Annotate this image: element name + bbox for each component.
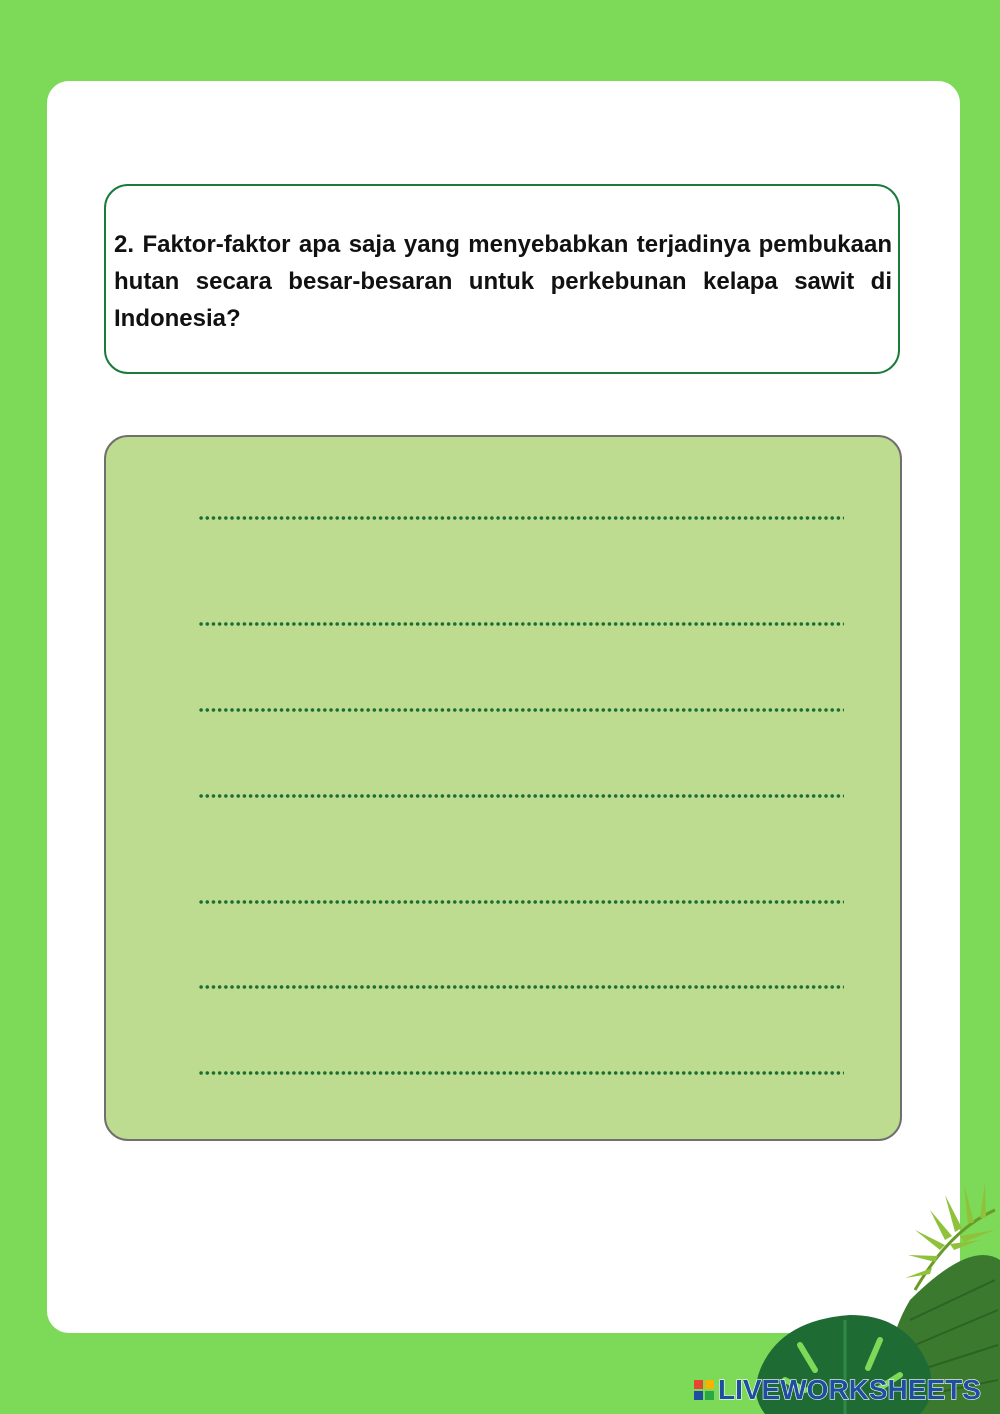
answer-line-1[interactable] <box>198 515 844 521</box>
answer-line-4[interactable] <box>198 793 844 799</box>
answer-line-5[interactable] <box>198 899 844 905</box>
liveworksheets-logo-icon <box>694 1380 714 1400</box>
answer-line-6[interactable] <box>198 984 844 990</box>
question-text: 2. Faktor-faktor apa saja yang menyebabkan terjadinya pembukaan hutan secara besar-besaran untuk perkebunan kelapa sawit di Indonesia? <box>114 231 892 332</box>
answer-line-7[interactable] <box>198 1070 844 1076</box>
answer-box <box>104 435 902 1141</box>
answer-line-3[interactable] <box>198 707 844 713</box>
logo-text: LIVEWORKSHEETS <box>718 1374 981 1405</box>
liveworksheets-logo <box>694 1373 981 1407</box>
question-box <box>104 184 900 374</box>
answer-line-2[interactable] <box>198 621 844 627</box>
